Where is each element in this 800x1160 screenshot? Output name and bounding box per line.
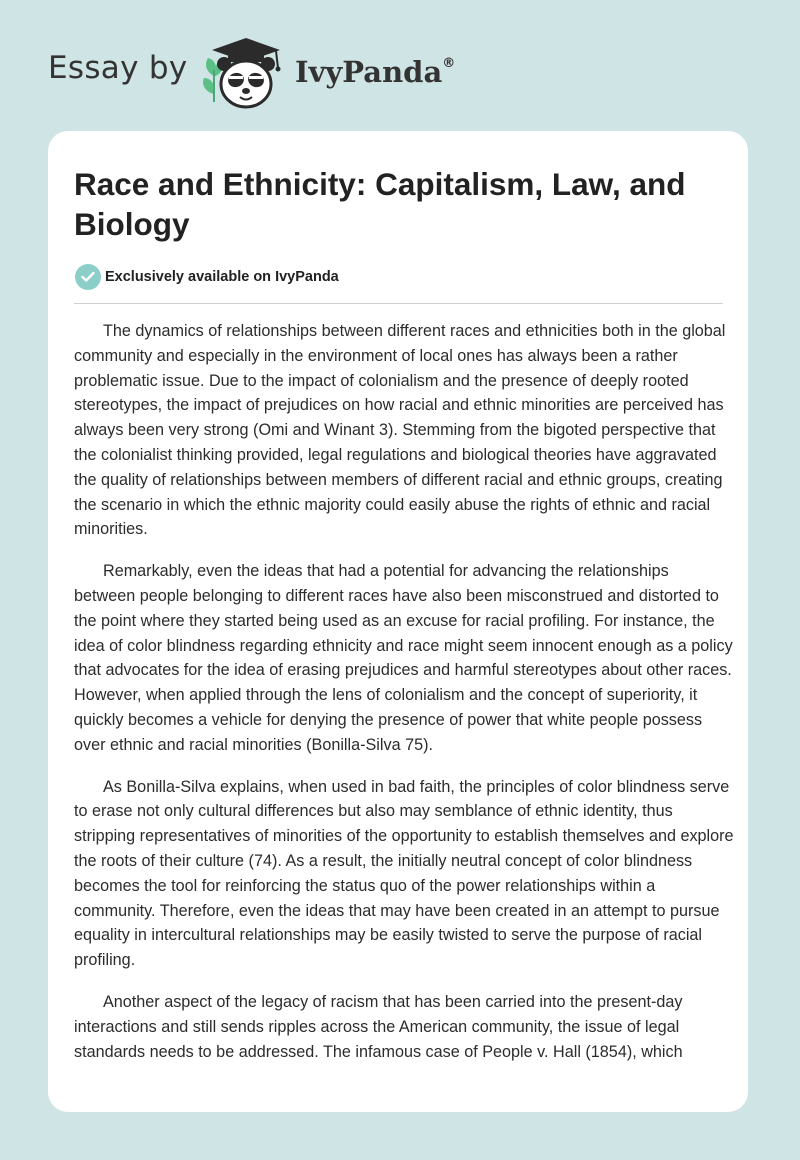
site-header bbox=[0, 0, 800, 130]
check-circle-icon bbox=[75, 264, 101, 290]
paragraph: The dynamics of relationships between different races and ethnicities both in the global community and especially in the environment of local ones has always been a rather problematic issue. Due to the impact of colonialism and the presence of deeply rooted stereotypes, the impact of prejudices on how racial and ethnic minorities are perceived has always been very strong (Omi and Winant 3). Stemming from the bigoted perspective that the colonialist thinking provided, legal regulations and biological theories have aggravated the quality of relationships between members of different racial and ethnic groups, creating the scenario in which the ethnic majority could easily abuse the rights of ethnic and racial minorities. bbox=[74, 322, 726, 539]
brand-name[interactable] bbox=[295, 55, 455, 89]
panda-graduate-logo-icon[interactable] bbox=[200, 36, 292, 110]
page-title: Race and Ethnicity: Capitalism, Law, and Biology bbox=[74, 166, 686, 242]
divider bbox=[74, 303, 723, 304]
brand-name-text: IvyPanda bbox=[295, 55, 443, 89]
paragraph: As Bonilla-Silva explains, when used in bad faith, the principles of color blindness serve to erase not only cultural differences but also may semblance of ethnic identity, thus stripping representatives of minorities of the opportunity to establish themselves and explore the roots of their culture (74). As a result, the initially neutral concept of color blindness becomes the tool for reinforcing the status quo of the power relationships within a community. Therefore, even the ideas that may have been created in an attempt to pursue equality in intercultural relationships may be easily twisted to serve the purpose of racial profiling. bbox=[74, 777, 734, 970]
essay-by-label: Essay by bbox=[48, 50, 188, 86]
essay-card bbox=[48, 131, 748, 1112]
registered-mark: ® bbox=[442, 56, 456, 71]
paragraph: Remarkably, even the ideas that had a potential for advancing the relationships between people belonging to different races have also been misconstrued and distorted to the point where they started being used as an excuse for racial profiling. For instance, the idea of color blindness regarding ethnicity and race might seem innocent enough as a policy that advocates for the idea of erasing prejudices and harmful stereotypes about other races. However, when applied through the lens of colonialism and the concept of superiority, it quickly becomes a vehicle for denying the presence of power that white people possess over ethnic and racial minorities (Bonilla-Silva 75). bbox=[74, 562, 733, 754]
essay-body bbox=[74, 319, 734, 1081]
badge-label: Exclusively available on IvyPanda bbox=[105, 269, 339, 285]
paragraph: Another aspect of the legacy of racism that has been carried into the present-day interactions and still sends ripples across the American community, the issue of legal standards needs to be addressed. The infamous case of People v. Hall (1854), which bbox=[74, 992, 683, 1061]
